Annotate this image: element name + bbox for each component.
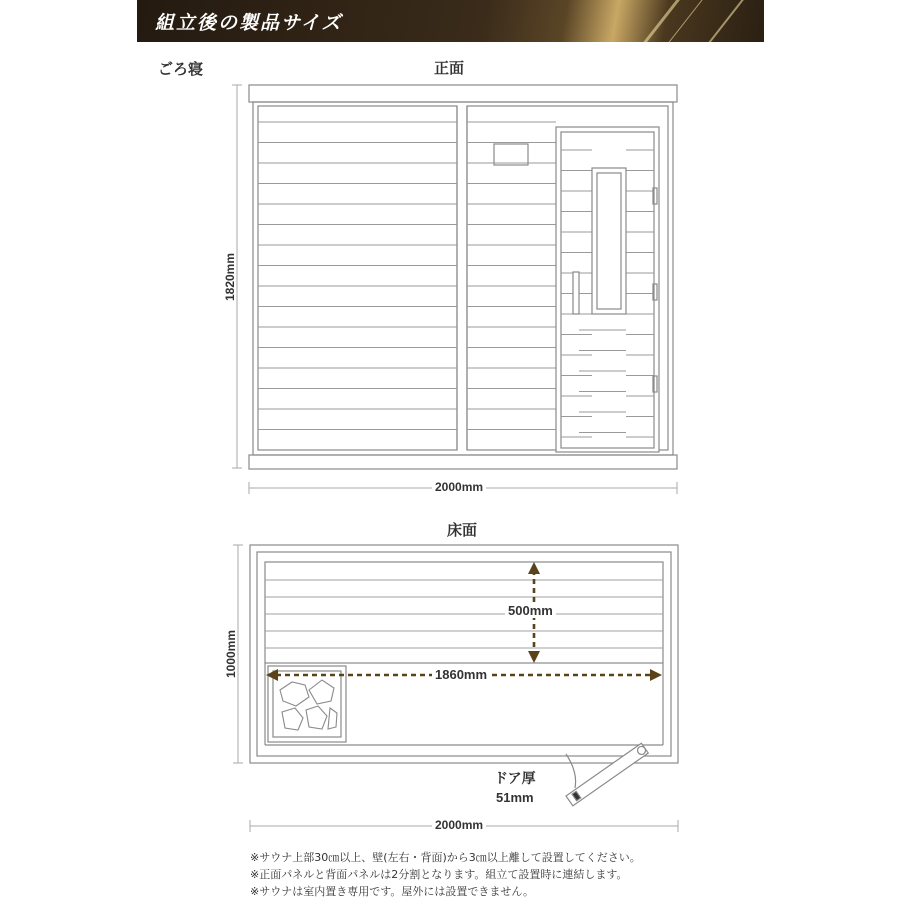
front-view-title: 正面 bbox=[434, 59, 465, 77]
bench-width-label: 1860mm bbox=[432, 667, 490, 682]
floor-depth-label: 1000mm bbox=[224, 629, 239, 679]
front-height-label: 1820mm bbox=[223, 252, 238, 302]
note-3: ※サウナは室内置き専用です。屋外には設置できません。 bbox=[250, 885, 534, 898]
bench-depth-label: 500mm bbox=[505, 603, 556, 618]
door-thickness-title: ドア厚 bbox=[494, 771, 536, 787]
note-1: ※サウナ上部30㎝以上、壁(左右・背面)から3㎝以上離して設置してください。 bbox=[250, 851, 641, 864]
note-2: ※正面パネルと背面パネルは2分割となります。組立て設置時に連結します。 bbox=[250, 868, 628, 881]
floor-view-title: 床面 bbox=[447, 521, 478, 539]
front-width-label: 2000mm bbox=[432, 480, 486, 494]
door-thickness-value: 51mm bbox=[496, 790, 534, 805]
banner-title: 組立後の製品サイズ bbox=[155, 12, 343, 34]
model-name: ごろ寝 bbox=[158, 60, 204, 78]
floor-width-label: 2000mm bbox=[432, 818, 486, 832]
